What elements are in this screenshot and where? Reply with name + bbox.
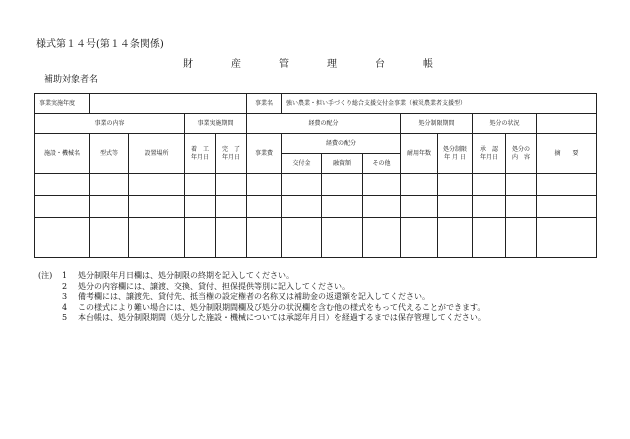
header-project-cost: 事業費: [247, 134, 282, 174]
header-disposal-status: 処分の状況: [473, 114, 537, 134]
header-blank: [537, 114, 597, 134]
project-name-label: 事業名: [247, 94, 282, 114]
fiscal-year-value[interactable]: [90, 94, 247, 114]
header-limit-date: 処分制限 年 月 日: [438, 134, 473, 174]
form-number: 様式第１４号(第１４条関係): [36, 39, 164, 50]
header-cost-breakdown: 経費の配分: [282, 134, 401, 154]
header-disposal-period: 処分制限期間: [401, 114, 473, 134]
note-number: 1: [62, 271, 68, 280]
note-mark: (注): [38, 271, 53, 280]
fiscal-year-label: 事業実施年度: [35, 94, 90, 114]
header-approval-date: 承 認 年月日: [473, 134, 506, 174]
note-text: 本台帳は、処分制限期間（処分した施設・機械については承認年月日）を経過するまでは保存管理してください。: [78, 313, 486, 322]
header-content: 事業の内容: [35, 114, 185, 134]
note-number: 5: [62, 313, 68, 322]
header-useful-life: 耐用年数: [401, 134, 438, 174]
note-number: 4: [62, 302, 68, 312]
note-text: 備考欄には、譲渡先、貸付先、抵当権の設定権者の名称又は補助金の返還額を記入してください。: [78, 292, 430, 301]
note-item: [38, 271, 486, 282]
note-text: 処分の内容欄には、譲渡、交換、貸付、担保提供等別に記入してください。: [78, 281, 350, 291]
header-remarks: 摘 要: [537, 134, 597, 174]
note-item: [38, 282, 486, 293]
header-model: 型式等: [90, 134, 129, 174]
header-disposal-content: 処分の 内 容: [506, 134, 537, 174]
header-start-date: 着 工 年月日: [185, 134, 216, 174]
recipient-label: 補助対象者名: [44, 75, 99, 85]
header-loan: 融資額: [322, 154, 363, 174]
note-number: 2: [62, 281, 68, 291]
header-cost: 経費の配分: [247, 114, 401, 134]
note-item: [38, 292, 486, 303]
header-end-date: 完 了 年月日: [216, 134, 247, 174]
note-text: この様式により難い場合には、処分制限期間欄及び処分の状況欄を含む他の様式をもって代えることができます。: [78, 302, 486, 312]
notes-section: [38, 271, 486, 324]
note-number: 3: [62, 292, 68, 301]
table-row: [35, 218, 597, 258]
table-row: [35, 174, 597, 196]
note-item: [38, 303, 486, 314]
header-location: 設置場所: [129, 134, 185, 174]
note-text: 処分制限年月日欄は、処分制限の終期を記入してください。: [78, 271, 294, 280]
header-facility: 施設・機械名: [35, 134, 90, 174]
header-other: その他: [363, 154, 401, 174]
note-item: [38, 313, 486, 324]
project-name-value: 強い農業・担い手づくり総合支援交付金事業（被災農業者支援型）: [282, 94, 597, 114]
document-title: 財 産 管 理 台 帳: [183, 59, 447, 70]
header-period: 事業実施期間: [185, 114, 247, 134]
header-grant: 交付金: [282, 154, 322, 174]
property-ledger-table: [34, 93, 597, 258]
table-row: [35, 196, 597, 218]
